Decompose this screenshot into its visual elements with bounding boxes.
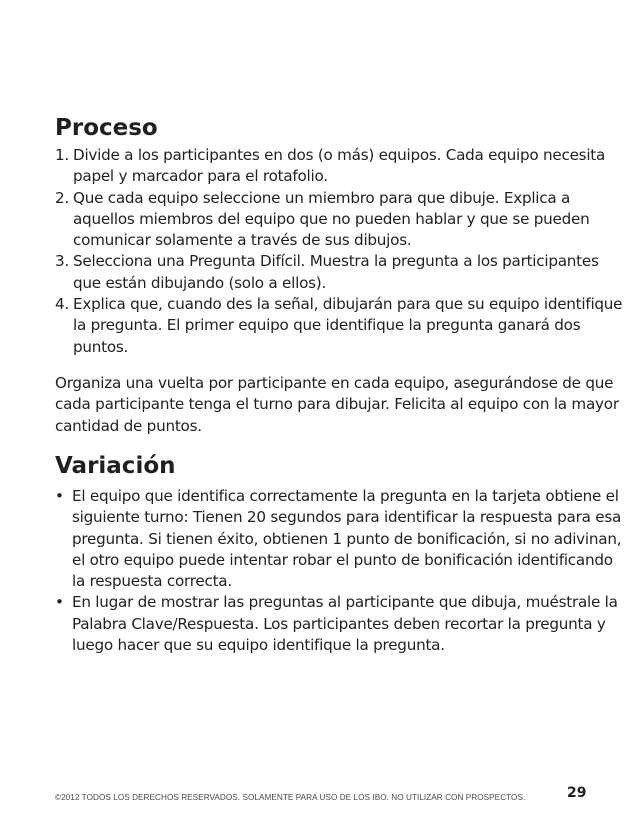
bullet-icon: • (55, 593, 64, 612)
step-number: 1. (55, 146, 69, 164)
proceso-step (55, 188, 630, 252)
step-number: 3. (55, 252, 69, 271)
proceso-steps-list (55, 145, 630, 358)
bullet-icon: • (55, 487, 64, 505)
bullet-text: El equipo que identifica correctamente la pregunta en la tarjeta obtiene el siguiente turno: Tienen 20 segundos para identificar la respuesta para esa pregunta. Si tienen éxito, obtienen 1 punto de bonificación, si no adivinan, el otro equipo puede intentar robar el punto de bonificación identificando la respuesta correcta. (72, 487, 622, 591)
section-heading-variacion: Variación (55, 453, 176, 479)
variacion-bullet-item (55, 592, 630, 656)
proceso-step (55, 251, 630, 294)
section-heading-proceso: Proceso (55, 115, 158, 141)
variacion-bullet-list (55, 486, 630, 656)
step-number: 4. (55, 295, 69, 314)
step-text: Explica que, cuando des la señal, dibujarán para que su equipo identifique la pregunta. El primer equipo que identifique la pregunta ganará dos puntos. (73, 295, 623, 356)
step-number: 2. (55, 188, 69, 207)
proceso-step (55, 145, 630, 188)
step-text: Divide a los participantes en dos (o más) equipos. Cada equipo necesita papel y marcador para el rotafolio. (73, 146, 606, 186)
proceso-step (55, 294, 630, 358)
footer-copyright: ©2012 TODOS LOS DERECHOS RESERVADOS. SOLAMENTE PARA USO DE LOS IBO. NO UTILIZAR CON PROSPECTOS. (55, 793, 526, 802)
step-text: Selecciona una Pregunta Difícil. Muestra la pregunta a los participantes que están dibujando (solo a ellos). (73, 252, 599, 292)
variacion-bullet-item (55, 486, 630, 592)
bullet-text: En lugar de mostrar las preguntas al participante que dibuja, muéstrale la Palabra Clave/Respuesta. Los participantes deben recortar la pregunta y luego hacer que su equipo identifique la pregunta. (72, 593, 618, 655)
proceso-closing-paragraph: Organiza una vuelta por participante en cada equipo, asegurándose de que cada participante tenga el turno para dibujar. Felicita al equipo con la mayor cantidad de puntos. (55, 374, 619, 435)
step-text: Que cada equipo seleccione un miembro para que dibuje. Explica a aquellos miembros del equipo que no pueden hablar y que se pueden comunicar solamente a través de sus dibujos. (73, 188, 590, 250)
page-number: 29 (567, 785, 587, 801)
